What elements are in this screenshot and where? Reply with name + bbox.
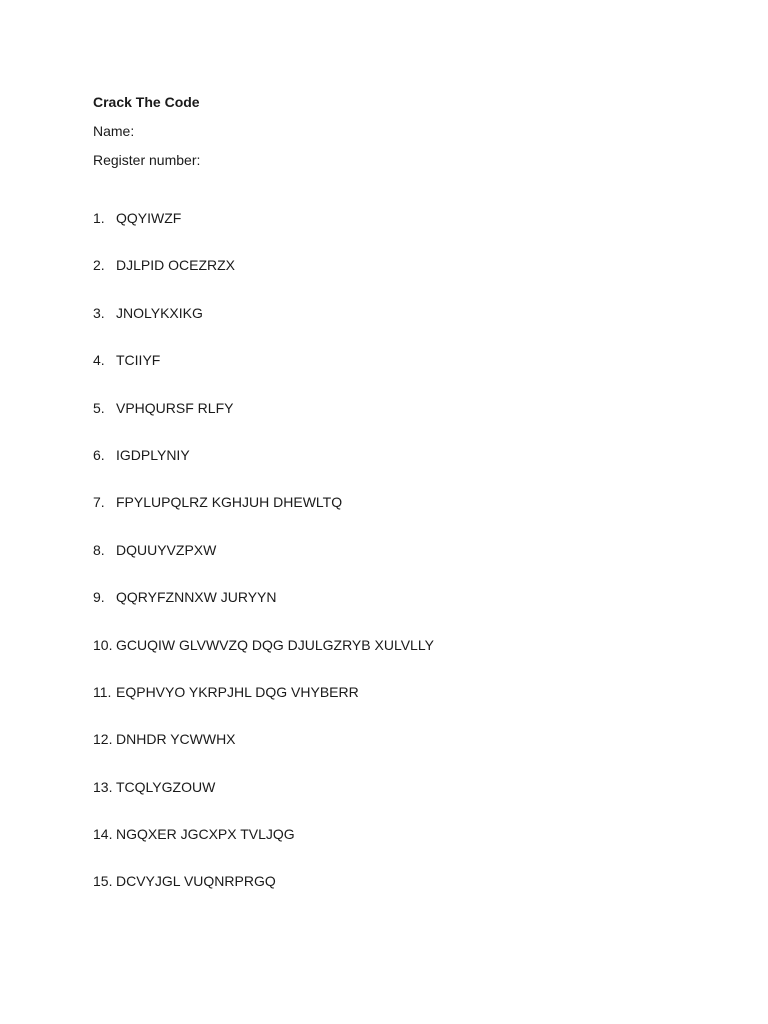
encoded-text: FPYLUPQLRZ KGHJUH DHEWLTQ (116, 494, 343, 511)
code-list-item (93, 303, 693, 323)
item-number: 9. (93, 589, 105, 606)
item-number: 11. (93, 683, 112, 700)
item-number: 3. (93, 304, 105, 321)
encoded-text: QQYIWZF (116, 210, 182, 226)
code-list-item (93, 540, 693, 560)
item-number: 8. (93, 541, 105, 558)
code-list-item (93, 729, 693, 749)
name-label: Name: (93, 123, 135, 139)
register-number-label: Register number: (93, 152, 201, 168)
encoded-text: IGDPLYNIY (116, 446, 190, 463)
encoded-text: EQPHVYO YKRPJHL DQG VHYBERR (116, 683, 359, 700)
item-number: 12. (93, 731, 113, 748)
document-title: Crack The Code (93, 94, 200, 110)
item-number: 10. (93, 636, 113, 653)
encoded-text: TCQLYGZOUW (116, 778, 216, 795)
encoded-text: TCIIYF (116, 352, 161, 369)
code-list-item (93, 871, 693, 891)
encoded-text: JNOLYKXIKG (116, 304, 203, 321)
encoded-text: QQRYFZNNXW JURYYN (116, 589, 277, 606)
code-list-item (93, 398, 693, 418)
code-list-item (93, 587, 693, 607)
item-number: 6. (93, 446, 105, 463)
item-number: 4. (93, 352, 105, 369)
code-list-item (93, 682, 693, 702)
encoded-text: VPHQURSF RLFY (116, 399, 234, 416)
encoded-text: DCVYJGL VUQNRPRGQ (116, 873, 276, 890)
code-list-item (93, 255, 693, 275)
item-number: 7. (93, 494, 105, 511)
code-list-item (93, 350, 693, 370)
encoded-text: DQUUYVZPXW (116, 541, 217, 558)
item-number: 13. (93, 778, 113, 795)
code-list-item (93, 824, 693, 844)
code-list-item (93, 492, 693, 512)
item-number: 2. (93, 257, 105, 274)
item-number: 14. (93, 826, 113, 843)
code-list (93, 208, 693, 891)
encoded-text: GCUQIW GLVWVZQ DQG DJULGZRYB XULVLLY (116, 636, 434, 653)
encoded-text: DNHDR YCWWHX (116, 731, 236, 748)
item-number: 5. (93, 399, 105, 416)
item-number: 1. (93, 210, 105, 226)
code-list-item (93, 208, 693, 228)
code-list-item (93, 635, 693, 655)
item-number: 15. (93, 873, 113, 890)
encoded-text: DJLPID OCEZRZX (116, 257, 236, 274)
encoded-text: NGQXER JGCXPX TVLJQG (116, 826, 295, 843)
code-list-item (93, 445, 693, 465)
document-page (93, 92, 693, 919)
code-list-item (93, 777, 693, 797)
